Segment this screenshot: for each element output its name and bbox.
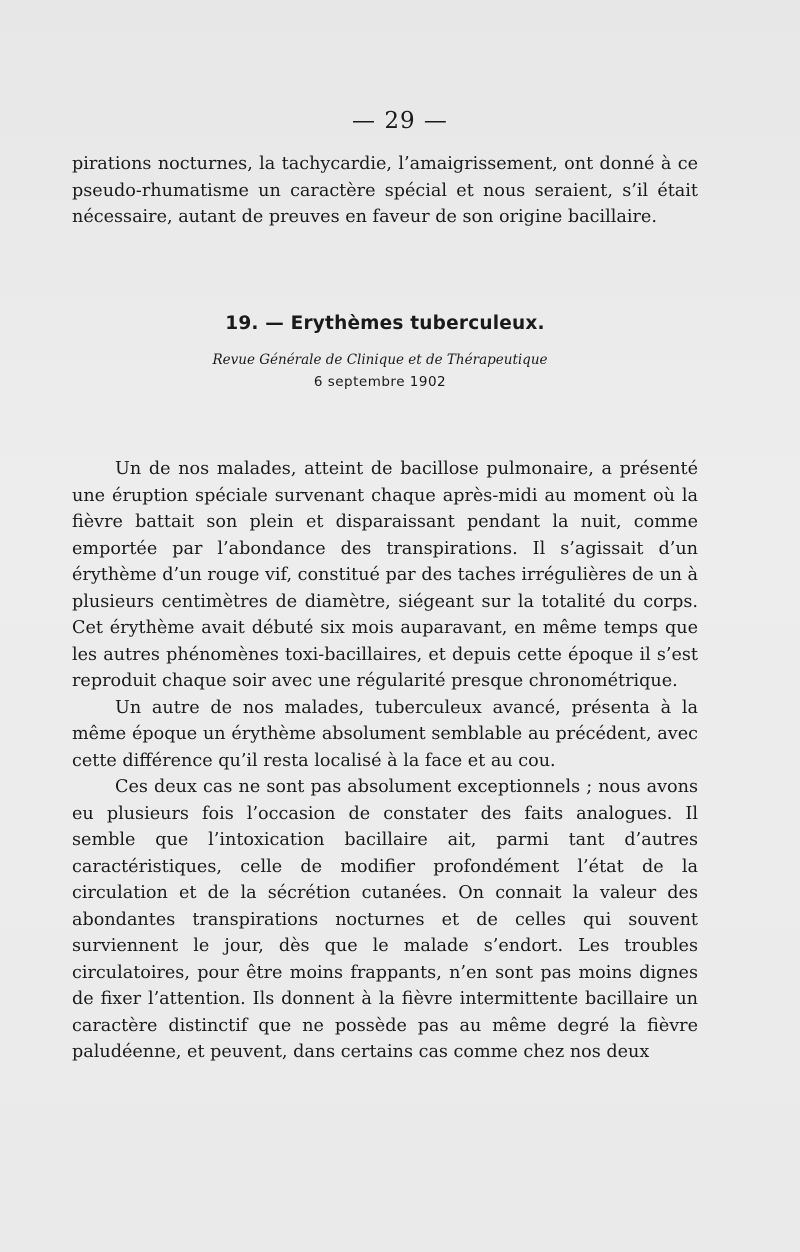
publication-date: 6 septembre 1902	[313, 374, 447, 390]
continuation-paragraph: pirations nocturnes, la tachycardie, l’amaigrissement, ont donné à ce pseudo-rhumatisme un caractère spécial et nous seraient, s’il était nécessaire, autant de preuves en faveur de son origine bacillaire.	[72, 154, 698, 227]
body-paragraph-1: Un de nos malades, atteint de bacillose pulmonaire, a présenté une éruption spéciale survenant chaque après-midi au moment où la fièvre battait son plein et disparaissant pendant la nuit, comme emportée par l’abondance des transpirations. Il s’agissait d’un érythème d’un rouge vif, constitué par des taches irrégulières de un à plusieurs centimètres de diamètre, siégeant sur la totalité du corps. Cet érythème avait débuté six mois auparavant, en même temps que les autres phénomènes toxi-bacillaires, et depuis cette époque il s’est reproduit chaque soir avec une régularité presque chronométrique.	[72, 459, 698, 691]
section-title: 19. — Erythèmes tuberculeux.	[225, 313, 545, 334]
source-citation: Revue Générale de Clinique et de Thérapeutique	[212, 352, 548, 368]
page-number: — 29 —	[352, 108, 448, 134]
body-paragraph-3: Ces deux cas ne sont pas absolument exceptionnels ; nous avons eu plusieurs fois l’occasion de constater des faits analogues. Il semble que l’intoxication bacillaire ait, parmi tant d’autres caractéristiques, celle de modifier profondément l’état de la circulation et de la sécrétion cutanées. On connait la valeur des abondantes transpirations nocturnes et de celles qui souvent surviennent le jour, dès que le malade s’endort. Les troubles circulatoires, pour être moins frappants, n’en sont pas moins dignes de fixer l’attention. Ils donnent à la fièvre intermittente bacillaire un caractère distinctif que ne possède pas au même degré la fièvre paludéenne, et peuvent, dans certains cas comme chez nos deux	[72, 777, 698, 1062]
body-paragraph-2: Un autre de nos malades, tuberculeux avancé, présenta à la même époque un érythème absolument semblable au précédent, avec cette différence qu’il resta localisé à la face et au cou.	[72, 697, 698, 771]
section-body	[72, 456, 698, 1066]
continuation-paragraph-block	[72, 151, 698, 231]
